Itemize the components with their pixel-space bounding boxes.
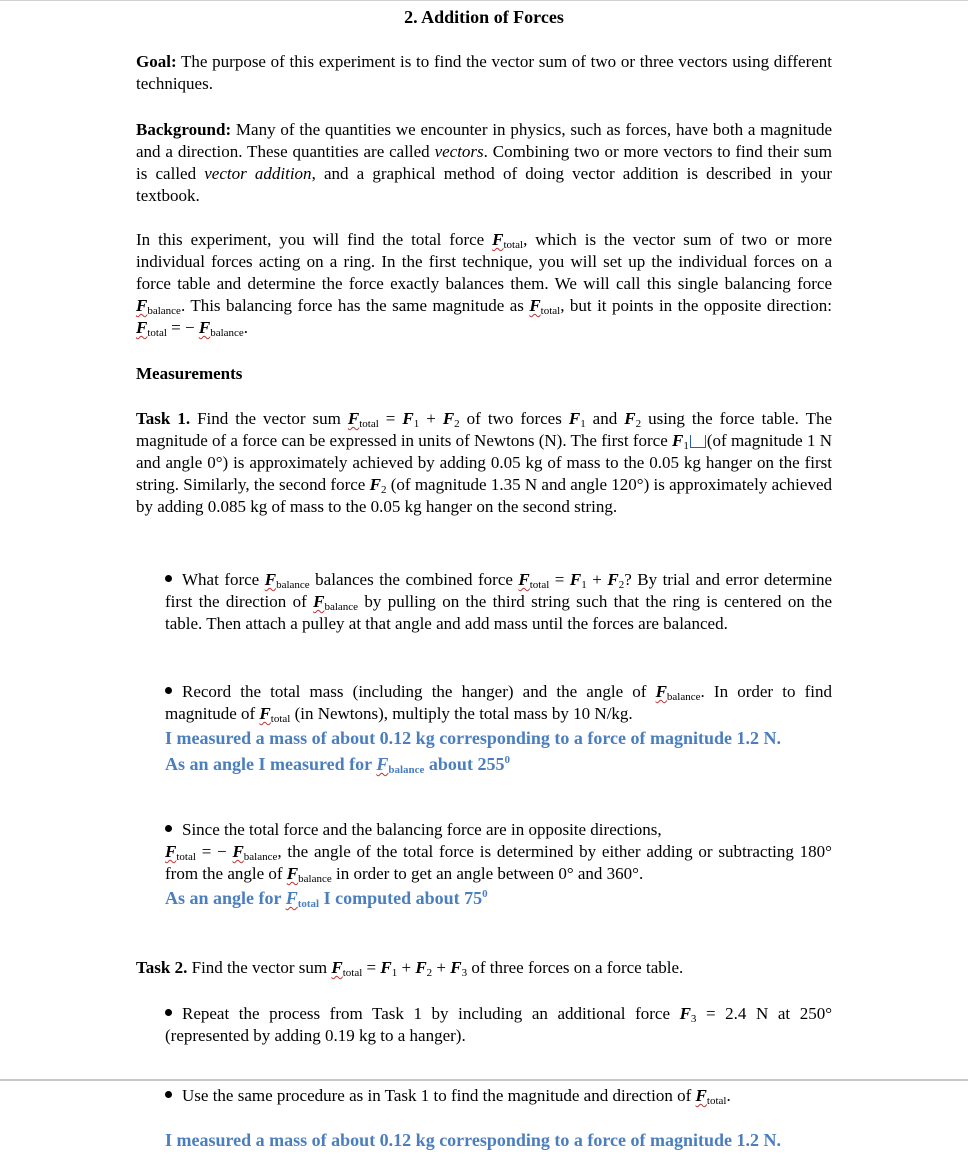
f-total-symbol: $F_{total}$ bbox=[492, 230, 524, 251]
task2-label: Task 2. bbox=[136, 958, 188, 977]
page-break-divider bbox=[0, 1079, 968, 1081]
page-title: 2. Addition of Forces bbox=[404, 7, 564, 27]
measurements-heading: Measurements bbox=[136, 364, 243, 383]
bullet-icon bbox=[165, 575, 172, 582]
f1-symbol: F bbox=[402, 409, 414, 428]
answer-angle-1: As an angle I measured for $F_{balance}$ about $255^0$ bbox=[165, 754, 510, 776]
goal-text: The purpose of this experiment is to find the vector sum of two or three vectors using different techniques. bbox=[136, 52, 832, 93]
goal-paragraph bbox=[136, 51, 832, 95]
intro-paragraph: In this experiment, you will find the total force $F_{total}$, which is the vector sum of two or more individual forces acting on a ring. In the first technique, you will set up the individual forces on a force table and determine the force exactly balances them. We will call this single balancing force $F_{balance}$. This balancing force has the same magnitude as $F_{total}$, but it points in the opposite direction: $F_{total}$ = − $F_{balance}$. bbox=[136, 230, 833, 339]
f2-symbol: F bbox=[442, 409, 455, 428]
bullet-icon bbox=[165, 825, 172, 832]
task1-paragraph: Task 1. Find the vector sum $F_{total} = F_1 + F_2$ of two forces $F_1$ and $F_2$ using the force table. The magnitude of a force can be expressed in units of Newtons (N). The first force $F_1$ (of magnitude 1 N and angle 0°) is approximately achieved by adding 0.05 kg of mass to the 0.05 kg hanger on the first string. Similarly, the second force $F_2$ (of magnitude 1.35 N and angle 120°) is approximately achieved by adding 0.085 kg of mass to the 0.05 kg hanger on the second string. bbox=[136, 409, 833, 516]
bullet-item-repeat-process: Repeat the process from Task 1 by including an additional force $F_3 = 2.4$ N at 250° (represented by adding 0.19 kg to a hanger). bbox=[165, 1004, 832, 1045]
f-total-symbol: $F_{total}$ bbox=[529, 296, 561, 317]
task1-label: Task 1. bbox=[136, 409, 191, 428]
answer-mass-2: I measured a mass of about 0.12 kg corresponding to a force of magnitude 1.2 N. bbox=[165, 1130, 782, 1150]
bullet-item-same-procedure: Use the same procedure as in Task 1 to find the magnitude and direction of $F_{total}$. bbox=[165, 1085, 832, 1107]
background-paragraph: Background: Many of the quantities we encounter in physics, such as forces, have both a magnitude and a direction. These quantities are called vectors. Combining two or more vectors to find their sum is called vector addition, and a graphical method of doing vector addition is described in your textbook. bbox=[136, 120, 832, 205]
bullet-item-record-mass: Record the total mass (including the hanger) and the angle of $F_{balance}$. In order to find magnitude of $F_{total}$ (in Newtons), multiply the total mass by 10 N/kg. I measured a mass of about 0.12 kg corresponding to a force of magnitude 1.2 N. As an angle I measured for $F_{balance}$ about $255^0$ bbox=[165, 682, 833, 776]
goal-label: Goal: bbox=[136, 52, 177, 71]
background-label: Background: bbox=[136, 120, 232, 139]
bullet-item-balance-force: What force $F_{balance}$ balances the combined force $F_{total} = F_1 + F_2$? By trial and error determine first the direction of $F_{balance}$ by pulling on the third string such that the ring is centered on the table. Then attach a pulley at that angle and add mass until the forces are balanced. bbox=[165, 570, 832, 633]
answer-mass-2-container bbox=[165, 1127, 865, 1153]
f-balance-symbol: $F_{balance}$ bbox=[136, 296, 181, 317]
answer-mass-1: I measured a mass of about 0.12 kg corresponding to a force of magnitude 1.2 N. bbox=[165, 728, 782, 748]
f-balance-symbol: $F_{balance}$ bbox=[198, 318, 244, 339]
bullet-icon bbox=[165, 687, 172, 694]
term-vectors: vectors bbox=[434, 142, 484, 161]
bullet-icon bbox=[165, 1091, 172, 1098]
bullet-icon bbox=[165, 1009, 172, 1016]
bullet-item-opposite-directions: Since the total force and the balancing force are in opposite directions, $F_{total}$ = − $F_{balance}$, the angle of the total force is determined by either adding or subtracting 180° from the angle of $F_{balance}$ in order to get an angle between 0° and 360°. As an angle for $F_{total}$ I computed about $75^0$ bbox=[165, 820, 832, 910]
f-total-symbol: $F_{total}$ bbox=[136, 318, 167, 339]
answer-angle-total: As an angle for $F_{total}$ I computed about $75^0$ bbox=[165, 888, 488, 910]
text-cursor-icon bbox=[690, 435, 706, 448]
f-total-symbol: $F_{total}$ bbox=[347, 409, 379, 430]
task2-paragraph: Task 2. Find the vector sum $F_{total} = F_1 + F_2 + F_3$ of three forces on a force table. bbox=[136, 958, 684, 979]
top-divider bbox=[0, 0, 968, 1]
term-vector-addition: vector addition bbox=[204, 164, 312, 183]
